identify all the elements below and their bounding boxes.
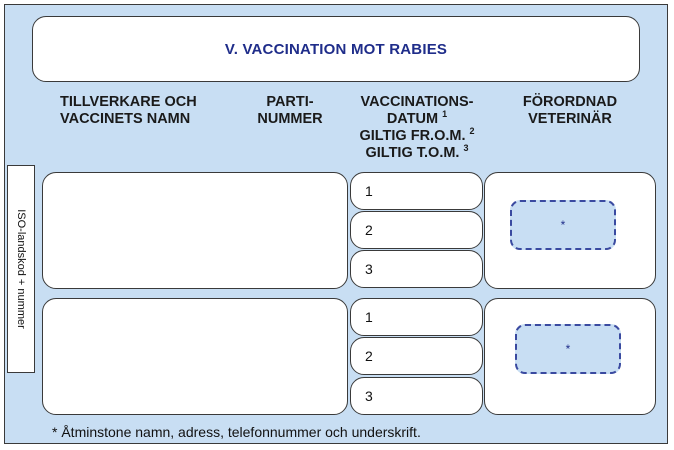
date-number: 3 [365,261,373,277]
iso-country-code-tab [7,165,35,373]
header-dates [338,94,496,162]
header-dates-line2: DATUM [386,111,439,127]
header-vet [500,94,640,128]
header-manufacturer-line1: TILLVERKARE OCH [60,94,197,110]
header-dates-line4: GILTIG T.O.M. [365,145,460,161]
header-manufacturer-line2: VACCINETS NAMN [60,111,191,127]
date-number: 1 [365,183,373,199]
manufacturer-batch-field-1[interactable] [42,172,348,289]
date-field-1-3[interactable] [350,250,483,288]
date-field-1-2[interactable] [350,211,483,249]
date-number: 2 [365,222,373,238]
header-dates-line3: GILTIG FR.O.M. [359,128,466,144]
iso-country-code-label: ISO-landskod + nummer [15,209,27,329]
footnote-ref-2: 2 [469,126,475,137]
form-title: V. VACCINATION MOT RABIES [224,40,448,58]
date-field-2-3[interactable] [350,377,483,415]
vet-stamp-area-1[interactable] [510,200,616,250]
header-batch-line1: PARTI- [266,94,314,110]
footnote-ref-3: 3 [463,143,469,154]
vet-stamp-area-2[interactable] [515,324,621,374]
header-vet-line1: FÖRORDNAD [522,94,618,110]
footnote-ref-1: 1 [442,109,448,120]
asterisk-mark: * [560,218,566,232]
date-field-2-1[interactable] [350,298,483,336]
header-batch [245,94,335,128]
manufacturer-batch-field-2[interactable] [42,298,348,415]
title-box [32,16,640,82]
header-batch-line2: NUMMER [257,111,323,127]
header-manufacturer [60,94,197,128]
date-field-2-2[interactable] [350,337,483,375]
date-number: 3 [365,388,373,404]
asterisk-mark: * [565,342,571,356]
date-field-1-1[interactable] [350,172,483,210]
footnote: * Åtminstone namn, adress, telefonnummer och underskrift. [52,424,421,440]
header-vet-line2: VETERINÄR [528,111,612,127]
date-number: 1 [365,309,373,325]
date-number: 2 [365,348,373,364]
header-dates-line1: VACCINATIONS- [360,94,474,110]
